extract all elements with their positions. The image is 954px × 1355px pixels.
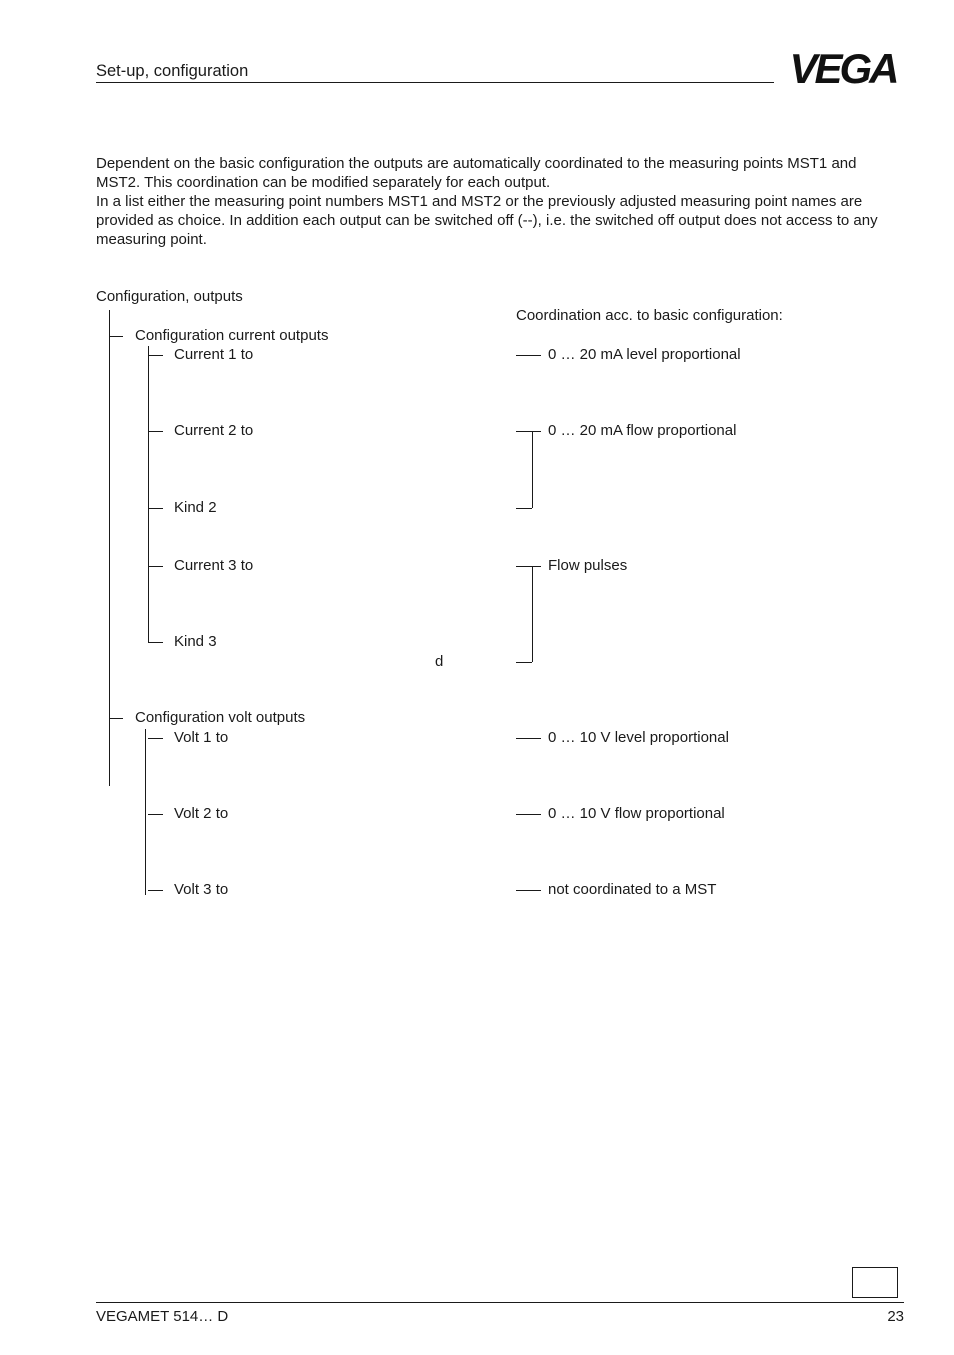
- tree-branch-line: [109, 336, 123, 337]
- volt-group-line: [145, 729, 146, 895]
- coordination-heading: Coordination acc. to basic configuration:: [516, 307, 783, 324]
- coordination-connector: [516, 738, 541, 739]
- vega-logo: [783, 50, 904, 86]
- coordination-connector: [516, 355, 541, 356]
- coordination-volt-2: 0 … 10 V flow proportional: [548, 805, 725, 822]
- coordination-bracket-line: [532, 431, 533, 508]
- coordination-current-3: Flow pulses: [548, 557, 628, 574]
- coordination-connector: [516, 566, 541, 567]
- menu-item-current-3: Current 3 to: [174, 557, 254, 574]
- menu-item-volt-3: Volt 3 to: [174, 881, 229, 898]
- page-number: 23: [887, 1308, 904, 1325]
- tree-root-label: Configuration, outputs: [96, 288, 243, 305]
- coordination-connector: [516, 431, 541, 432]
- menu-item-current-1: Current 1 to: [174, 346, 254, 363]
- tree-branch-line: [148, 738, 163, 739]
- intro-text: [96, 154, 886, 249]
- language-marker-box: [852, 1267, 898, 1298]
- footer-product-name: VEGAMET 514… D: [96, 1308, 229, 1325]
- section-title: Set-up, configuration: [96, 62, 249, 80]
- menu-item-kind-2: Kind 2: [174, 499, 217, 516]
- intro-paragraph: Dependent on the basic configuration the outputs are automatically coordinated to the measuring points MST1 and MST2. This coordination can be modified separately for each output.: [96, 155, 857, 191]
- menu-item-kind-3: Kind 3: [174, 633, 217, 650]
- tree-branch-line: [148, 566, 163, 567]
- menu-item-volt-2: Volt 2 to: [174, 805, 229, 822]
- intro-paragraph: In a list either the measuring point numbers MST1 and MST2 or the previously adjusted measuring point names are provided as choice. In addition each output can be switched off (--), i.e. the switched off output does not access to any measuring point.: [96, 193, 878, 248]
- stray-character: d: [435, 653, 444, 670]
- coordination-connector: [516, 890, 541, 891]
- tree-branch-line: [148, 508, 163, 509]
- coordination-current-1: 0 … 20 mA level proportional: [548, 346, 741, 363]
- tree-branch-line: [148, 642, 163, 643]
- tree-branch-line: [148, 431, 163, 432]
- header-divider: [96, 82, 774, 83]
- current-outputs-group-label: Configuration current outputs: [135, 327, 329, 344]
- coordination-current-2: 0 … 20 mA flow proportional: [548, 422, 737, 439]
- svg-text:VEGA: VEGA: [789, 50, 897, 86]
- coordination-bracket-line: [532, 566, 533, 662]
- current-group-line: [148, 346, 149, 642]
- coordination-connector: [516, 508, 532, 509]
- coordination-connector: [516, 662, 532, 663]
- tree-branch-line: [148, 355, 163, 356]
- coordination-connector: [516, 814, 541, 815]
- tree-trunk-line: [109, 310, 110, 786]
- tree-branch-line: [148, 890, 163, 891]
- footer-divider: [96, 1302, 904, 1303]
- tree-branch-line: [109, 718, 123, 719]
- coordination-volt-1: 0 … 10 V level proportional: [548, 729, 729, 746]
- menu-item-volt-1: Volt 1 to: [174, 729, 229, 746]
- coordination-volt-3: not coordinated to a MST: [548, 881, 717, 898]
- vega-logo-graphic: [783, 50, 904, 86]
- volt-outputs-group-label: Configuration volt outputs: [135, 709, 306, 726]
- menu-item-current-2: Current 2 to: [174, 422, 254, 439]
- tree-branch-line: [148, 814, 163, 815]
